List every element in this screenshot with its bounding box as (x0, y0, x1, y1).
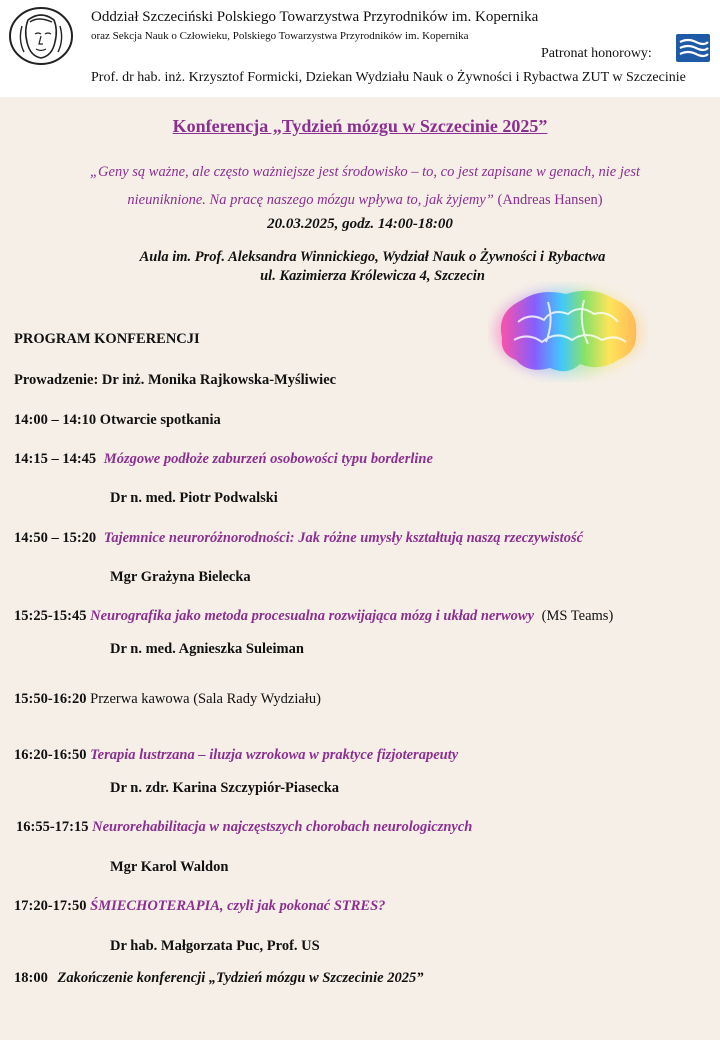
talk3-title: Neurografika jako metoda procesualna rozwijająca mózg i układ nerwowy (90, 608, 535, 624)
venue-line-1: Aula im. Prof. Aleksandra Winnickiego, Wydział Nauk o Żywności i Rybactwa (139, 249, 606, 265)
program-heading: PROGRAM KONFERENCJI (14, 331, 200, 347)
quote-text: „Geny są ważne, ale często ważniejsze jest środowisko – to, co jest zapisane w genach, nie jest nieuniknione. Na pracę naszego mózgu wpływa to, jak żyjemy” (89, 164, 640, 208)
organizer-line-1: Oddział Szczeciński Polskiego Towarzystwa Przyrodników im. Kopernika (91, 9, 539, 25)
break-row (14, 691, 321, 708)
talk3-time: 15:25-15:45 (14, 608, 87, 624)
talk5-speaker: Mgr Karol Waldon (110, 859, 229, 875)
honorary-patron: Prof. dr hab. inż. Krzysztof Formicki, Dziekan Wydziału Nauk o Żywności i Rybactwa ZUT w Szczecinie (91, 70, 686, 85)
organizer-line-2: oraz Sekcja Nauk o Człowieku, Polskiego Towarzystwa Przyrodników im. Kopernika (91, 30, 469, 42)
talk1-speaker: Dr n. med. Piotr Podwalski (110, 490, 278, 506)
opening-label: Otwarcie spotkania (99, 412, 221, 428)
talk2-row (14, 530, 583, 547)
quote (70, 158, 660, 214)
talk3-row (14, 608, 613, 625)
venue (0, 248, 720, 286)
talk1-title: Mózgowe podłoże zaburzeń osobowości typu borderline (103, 451, 433, 467)
talk6-title: ŚMIECHOTERAPIA, czyli jak pokonać STRES? (90, 898, 386, 914)
talk4-time: 16:20-16:50 (14, 747, 87, 763)
opening-row (14, 412, 221, 429)
header (0, 0, 720, 97)
talk6-time: 17:20-17:50 (14, 898, 87, 914)
conference-title: Konferencja „Tydzień mózgu w Szczecinie 2025” (172, 116, 548, 136)
patronat-label: Patronat honorowy: (541, 46, 652, 61)
venue-line-2: ul. Kazimierza Królewicza 4, Szczecin (260, 268, 485, 284)
zut-logo-icon (676, 34, 710, 62)
talk1-row (14, 451, 433, 468)
closing-time: 18:00 (14, 970, 48, 986)
talk6-speaker: Dr hab. Małgorzata Puc, Prof. US (110, 938, 320, 954)
break-label: Przerwa kawowa (Sala Rady Wydziału) (90, 691, 321, 707)
event-date: 20.03.2025, godz. 14:00-18:00 (267, 216, 453, 232)
copernicus-logo-icon (8, 6, 74, 66)
talk6-row (14, 898, 385, 915)
talk2-time: 14:50 – 15:20 (14, 530, 97, 546)
talk4-row (14, 747, 458, 764)
break-time: 15:50-16:20 (14, 691, 87, 707)
talk4-speaker: Dr n. zdr. Karina Szczypiór-Piasecka (110, 780, 340, 796)
closing-row (14, 970, 423, 987)
talk5-title: Neurorehabilitacja w najczęstszych chorobach neurologicznych (92, 819, 473, 835)
talk2-title: Tajemnice neuroróżnorodności: Jak różne umysły kształtują naszą rzeczywistość (103, 530, 584, 546)
talk2-speaker: Mgr Grażyna Bielecka (110, 569, 251, 585)
talk5-row (16, 819, 472, 836)
talk4-title: Terapia lustrzana – iluzja wzrokowa w praktyce fizjoterapeuty (90, 747, 459, 763)
opening-time: 14:00 – 14:10 (14, 412, 97, 428)
talk3-note: (MS Teams) (541, 608, 614, 624)
quote-author: (Andreas Hansen) (497, 192, 603, 208)
moderator: Prowadzenie: Dr inż. Monika Rajkowska-Myśliwiec (14, 372, 337, 388)
talk3-speaker: Dr n. med. Agnieszka Suleiman (110, 641, 304, 657)
brain-illustration-icon (488, 282, 648, 382)
talk5-time: 16:55-17:15 (16, 819, 89, 835)
talk1-time: 14:15 – 14:45 (14, 451, 97, 467)
closing-label: Zakończenie konferencji „Tydzień mózgu w Szczecinie 2025” (57, 970, 424, 986)
